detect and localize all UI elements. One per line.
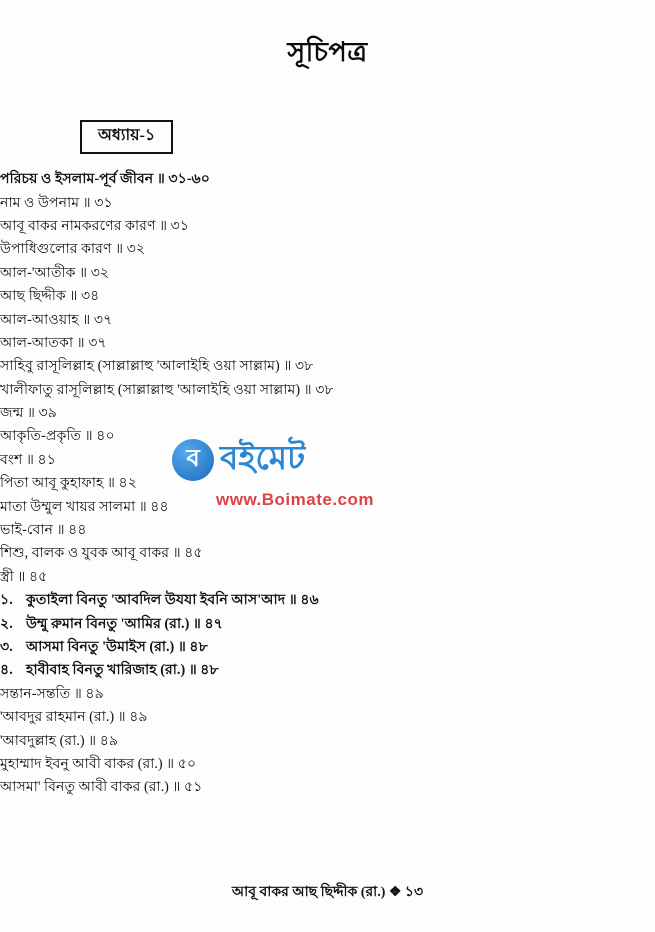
toc-entry-label: আকৃতি-প্রকৃতি ॥ ৪০ [0,428,115,445]
toc-entry[interactable] [0,682,655,705]
toc-entry-label: স্ত্রী ॥ ৪৫ [0,568,48,585]
toc-entry-label: মুহাম্মাদ ইবনু আবী বাকর (রা.) ॥ ৫০ [0,755,197,772]
toc-entry[interactable] [0,238,655,261]
toc-entry[interactable] [0,168,655,191]
toc-entry-label: নাম ও উপনাম ॥ ৩১ [0,194,113,211]
toc-entry[interactable] [0,542,655,565]
toc-entry-label: উম্মু রুমান বিনতু 'আমির (রা.) ॥ ৪৭ [26,615,223,632]
toc-entry[interactable] [0,285,655,308]
toc-entry[interactable] [0,589,655,612]
toc-entry-label: আবূ বাকর নামকরণের কারণ ॥ ৩১ [0,217,190,234]
toc-entry[interactable] [0,752,655,775]
watermark-url: www.Boimate.com [216,490,375,509]
toc-entry-number: ১. [0,592,13,609]
toc-entry[interactable] [0,612,655,635]
toc-entry-label: সাহিবু রাসূলিল্লাহ (সাল্লাল্লাহু 'আলাইহি ওয়া সাল্লাম) ॥ ৩৮ [0,358,314,375]
toc-entry[interactable] [0,425,655,448]
toc-entry[interactable] [0,191,655,214]
toc-entry-label: উপাধিগুলোর কারণ ॥ ৩২ [0,241,146,258]
toc-entry[interactable] [0,331,655,354]
watermark-brand: বইমেট [220,441,306,477]
toc-entry-label: আল-'আতীক ॥ ৩২ [0,264,110,281]
toc-entry-label: আসমা বিনতু 'উমাইস (রা.) ॥ ৪৮ [26,639,208,655]
toc-entry[interactable] [0,308,655,331]
toc-entry-label: আছ ছিদ্দীক ॥ ৩৪ [0,288,100,305]
toc-entry[interactable] [0,729,655,752]
boimate-logo-icon: ব [172,439,214,481]
chapter-heading-box: অধ্যায়-১ [80,120,173,154]
toc-entry[interactable] [0,635,655,658]
toc-entry-label: আসমা' বিনতু আবী বাকর (রা.) ॥ ৫১ [0,779,203,796]
toc-entry-label: বংশ ॥ ৪১ [0,451,56,468]
toc-entry[interactable] [0,378,655,401]
toc-list [0,168,655,800]
toc-entry-label: জন্ম ॥ ৩৯ [0,405,57,422]
toc-entry[interactable] [0,776,655,799]
page-title: সূচিপত্র [287,37,368,67]
toc-entry[interactable] [0,495,655,518]
toc-entry-label: 'আবদুল্লাহ (রা.) ॥ ৪৯ [0,732,119,749]
toc-entry-number: ২. [0,615,13,632]
toc-entry-number: ৩. [0,639,13,655]
toc-entry[interactable] [0,402,655,425]
toc-entry[interactable] [0,659,655,682]
toc-entry-label: হাবীবাহ বিনতু খারিজাহ (রা.) ॥ ৪৮ [26,662,219,679]
toc-entry-label: কুতাইলা বিনতু 'আবদিল উযযা ইবনি আস'আদ ॥ ৪৬ [26,592,319,609]
toc-entry[interactable] [0,355,655,378]
toc-container [0,120,655,799]
toc-entry[interactable] [0,706,655,729]
toc-entry[interactable] [0,518,655,541]
toc-entry-label: ভাই-বোন ॥ ৪৪ [0,522,87,539]
page-footer: আবূ বাকর আছ ছিদ্দীক (রা.) ❖ ১৩ [231,885,424,900]
toc-entry-label: আল-আতকা ॥ ৩৭ [0,334,107,351]
toc-entry-label: পরিচয় ও ইসলাম-পূর্ব জীবন ॥ ৩১-৬০ [0,171,210,188]
toc-entry[interactable] [0,214,655,237]
toc-entry-number: ৪. [0,662,13,679]
toc-entry-label: আল-আওয়াহ ॥ ৩৭ [0,311,113,328]
toc-entry-label: 'আবদুর রাহমান (রা.) ॥ ৪৯ [0,709,148,726]
toc-entry-label: শিশু, বালক ও যুবক আবূ বাকর ॥ ৪৫ [0,545,203,562]
toc-entry-label: খালীফাতু রাসূলিল্লাহ (সাল্লাল্লাহু 'আলাইহি ওয়া সাল্লাম) ॥ ৩৮ [0,381,334,398]
toc-entry[interactable] [0,261,655,284]
toc-entry[interactable] [0,565,655,588]
toc-entry[interactable] [0,448,655,471]
toc-entry[interactable] [0,472,655,495]
toc-entry-label: পিতা আবূ কুহাফাহ ॥ ৪২ [0,475,137,492]
toc-entry-label: মাতা উম্মুল খায়র সালমা ॥ ৪৪ [0,498,169,515]
toc-entry-label: সন্তান-সন্ততি ॥ ৪৯ [0,685,104,702]
